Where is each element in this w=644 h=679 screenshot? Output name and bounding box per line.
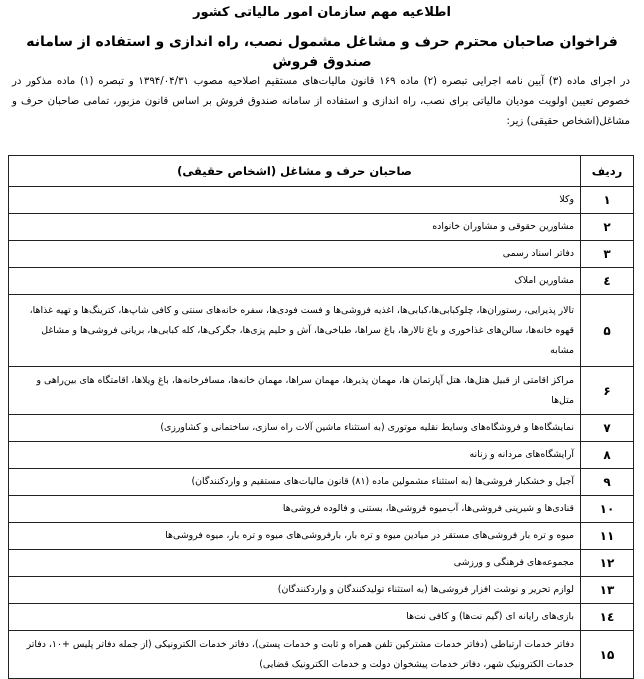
- table-row: [9, 523, 634, 550]
- row-number: ۱۵: [581, 631, 634, 679]
- announcement-subheading: فراخوان صاحبان محترم حرف و مشاغل مشمول نصب، راه اندازی و استفاده از سامانه صندوق فروش: [26, 34, 618, 70]
- row-description: آرایشگاه‌های مردانه و زنانه: [9, 442, 581, 469]
- table-header-row: [9, 156, 634, 187]
- row-description: مشاورین املاک: [9, 268, 581, 295]
- row-description: قنادی‌ها و شیرینی فروشی‌ها، آب‌میوه فروشی‌ها، بستنی و فالوده فروشی‌ها: [9, 496, 581, 523]
- row-number: ۳: [581, 241, 634, 268]
- table-row: [9, 415, 634, 442]
- row-number: ۹: [581, 469, 634, 496]
- row-number: ۷: [581, 415, 634, 442]
- row-number: ۵: [581, 295, 634, 367]
- row-description: مشاورین حقوقی و مشاوران خانواده: [9, 214, 581, 241]
- table-row: [9, 367, 634, 415]
- row-number: ۱٤: [581, 604, 634, 631]
- row-description: دفاتر اسناد رسمی: [9, 241, 581, 268]
- row-description: وکلا: [9, 187, 581, 214]
- row-number: ۱۰: [581, 496, 634, 523]
- table-row: [9, 469, 634, 496]
- row-number: ۸: [581, 442, 634, 469]
- row-number: ۲: [581, 214, 634, 241]
- row-number: ۱۲: [581, 550, 634, 577]
- table-row: [9, 442, 634, 469]
- row-description: بازی‌های رایانه ای (گیم نت‌ها) و کافی نت‌ها: [9, 604, 581, 631]
- professions-table: [8, 155, 634, 679]
- intro-paragraph: در اجرای ماده (۳) آیین نامه اجرایی تبصره (۲) ماده ۱۶۹ قانون مالیات‌های مستقیم اصلاحیه مصوب ۱۳۹۴/۰۴/۳۱ و تبصره (۱) ماده مذکور در خصوص تعیین اولویت مودیان مالیاتی برای نصب، راه اندازی و استفاده از سامانه صندوق فروش بر اساس قانون مزبور، تمامی صاحبان حرف و مشاغل(اشخاص حقیقی) زیر:: [12, 76, 630, 127]
- row-description: آجیل و خشکبار فروشی‌ها (به استثناء مشمولین ماده (۸۱) قانون مالیات‌های مستقیم و واردکنندگان): [9, 469, 581, 496]
- row-number: ۱۱: [581, 523, 634, 550]
- table-row: [9, 496, 634, 523]
- table-row: [9, 187, 634, 214]
- row-number: ۱: [581, 187, 634, 214]
- table-row: [9, 241, 634, 268]
- header-row-number: ردیف: [581, 156, 634, 187]
- table-row: [9, 268, 634, 295]
- row-description: میوه و تره بار فروشی‌های مستقر در میادین میوه و تره بار، بارفروشی‌های میوه و تره بار، میوه فروشی‌ها: [9, 523, 581, 550]
- table-row: [9, 577, 634, 604]
- table-row: [9, 214, 634, 241]
- table-row: [9, 604, 634, 631]
- table-row: [9, 631, 634, 679]
- row-description: تالار پذیرایی، رستوران‌ها، چلوکبابی‌ها،کبابی‌ها، اغذیه فروشی‌ها و فست فودی‌ها، سفره خانه‌های سنتی و کافی شاپ‌ها، کترینگ‌ها و تهیه غذاها، قهوه خانه‌ها، سالن‌های غذاخوری و باغ تالارها، باغ سراها، طباخی‌ها، آش و حلیم پزی‌ها، جگرکی‌ها، کله کبابی‌ها، بریانی فروشی‌ها و مشاغل مشابه: [9, 295, 581, 367]
- announcement-heading: اطلاعیه مهم سازمان امور مالیاتی کشور: [193, 5, 451, 20]
- row-number: ۱۳: [581, 577, 634, 604]
- row-number: ٤: [581, 268, 634, 295]
- table-row: [9, 295, 634, 367]
- header-professions: صاحبان حرف و مشاغل (اشخاص حقیقی): [9, 156, 581, 187]
- table-row: [9, 550, 634, 577]
- row-description: لوازم تحریر و نوشت افزار فروشی‌ها (به استثناء تولیدکنندگان و واردکنندگان): [9, 577, 581, 604]
- row-description: دفاتر خدمات ارتباطی (دفاتر خدمات مشترکین تلفن همراه و ثابت و خدمات پستی)، دفاتر خدمات الکترونیکی (از جمله دفاتر پلیس +۱۰، دفاتر خدمات الکترونیک شهر، دفاتر خدمات پیشخوان دولت و خدمات الکترونیک قضایی): [9, 631, 581, 679]
- row-description: نمایشگاه‌ها و فروشگاه‌های وسایط نقلیه موتوری (به استثناء ماشین آلات راه سازی، ساختمانی و کشاورزی): [9, 415, 581, 442]
- row-description: مجموعه‌های فرهنگی و ورزشی: [9, 550, 581, 577]
- row-number: ۶: [581, 367, 634, 415]
- row-description: مراکز اقامتی از قبیل هتل‌ها، هتل آپارتمان ها، مهمان پذیرها، مهمان سراها، مهمان خانه‌ها، مسافرخانه‌ها، باغ ویلاها، اقامتگاه های بین‌راهی و متل‌ها: [9, 367, 581, 415]
